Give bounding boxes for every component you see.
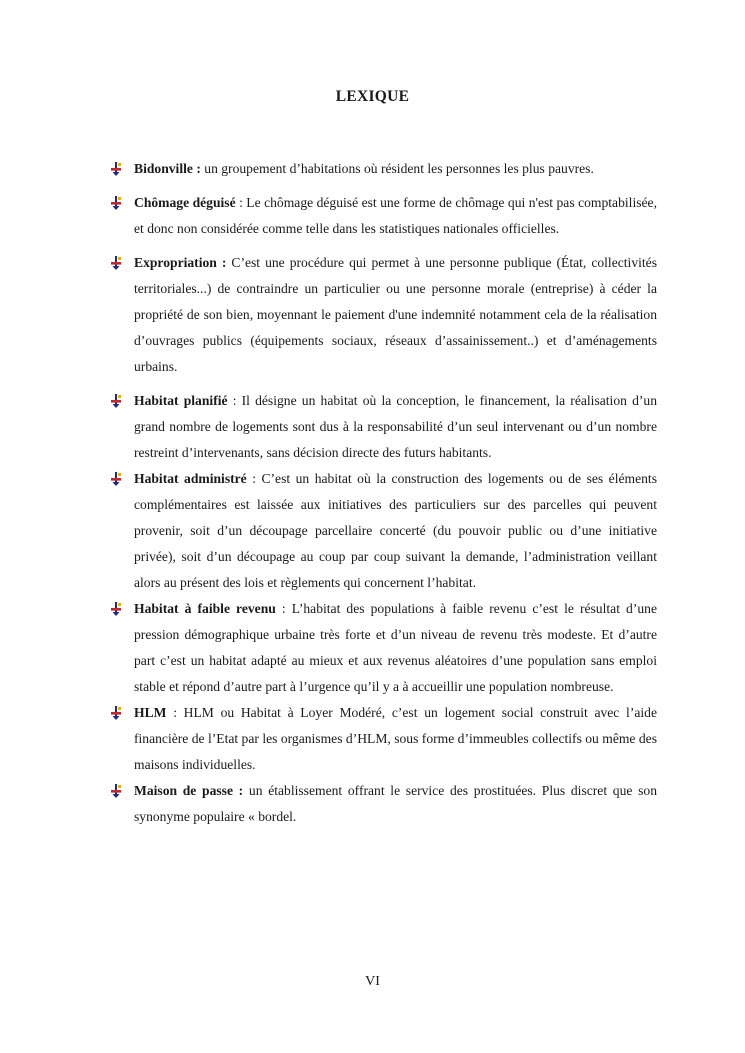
arrow-bullet-icon — [109, 162, 123, 176]
arrow-bullet-icon — [109, 394, 123, 408]
lexicon-definition: : Le chômage déguisé est une forme de chômage qui n'est pas comptabilisée, et donc non considérée comme telle dans les statistiques nationales officielles. — [134, 195, 657, 236]
lexicon-entry-habitat-administre — [109, 466, 657, 596]
lexicon-term: Expropriation : — [134, 255, 227, 270]
lexicon-entry-chomage-deguise — [109, 190, 657, 242]
arrow-bullet-icon — [109, 706, 123, 720]
arrow-bullet-icon — [109, 602, 123, 616]
lexicon-definition: : C’est un habitat où la construction des logements ou de ses éléments complémentaires est laissée aux initiatives des particuliers sur des parcelles qui peuvent provenir, soit d’un découpage parcellaire concerté (du pouvoir public ou d’une initiative privée), soit d’un découpage au coup par coup suivant la demande, l’administration veillant alors au présent des lois et règlements qui concernent l’habitat. — [134, 471, 657, 590]
lexicon-definition: un établissement offrant le service des prostituées. Plus discret que son synonyme populaire « bordel. — [134, 783, 657, 824]
lexicon-term: Chômage déguisé — [134, 195, 236, 210]
arrow-bullet-icon — [109, 472, 123, 486]
lexicon-term: HLM — [134, 705, 167, 720]
lexicon-entry-habitat-planifie — [109, 388, 657, 466]
lexicon-definition: C’est une procédure qui permet à une personne publique (État, collectivités territoriales...) de contraindre un particulier ou une personne morale (entreprise) à céder la propriété de son bien, moyennant le paiement d'une indemnité notamment cela de la réalisation d’ouvrages publics (équipements sociaux, réseaux d’assainissement..) et d’aménagements urbains. — [134, 255, 658, 374]
lexicon-term: Habitat à faible revenu — [134, 601, 276, 616]
lexicon-entry-maison-de-passe — [109, 778, 657, 830]
lexicon-definition: un groupement d’habitations où résident les personnes les plus pauvres. — [204, 161, 594, 176]
lexicon-term: Habitat administré — [134, 471, 247, 486]
lexicon-definition: : HLM ou Habitat à Loyer Modéré, c’est un logement social construit avec l’aide financière de l’Etat par les organismes d’HLM, sous forme d’immeubles collectifs ou même des maisons individuelles. — [134, 705, 657, 772]
lexicon-entry-habitat-faible-revenu — [109, 596, 657, 700]
lexicon-term: Maison de passe : — [134, 783, 244, 798]
lexicon-entry-bidonville — [109, 156, 657, 182]
arrow-bullet-icon — [109, 256, 123, 270]
lexicon-term: Habitat planifié — [134, 393, 228, 408]
lexicon-list — [109, 156, 657, 830]
page-title: LEXIQUE — [335, 88, 410, 105]
lexicon-entry-hlm — [109, 700, 657, 778]
lexicon-definition: : Il désigne un habitat où la conception, le financement, la réalisation d’un grand nombre de logements sont dus à la responsabilité d’un seul intervenant ou d’un nombre restreint d’intervenants, sans décision directe des futurs habitants. — [134, 393, 657, 460]
page-number: VI — [365, 974, 380, 989]
lexicon-term: Bidonville : — [134, 161, 201, 176]
lexicon-entry-expropriation — [109, 250, 657, 380]
arrow-bullet-icon — [109, 784, 123, 798]
lexicon-definition: : L’habitat des populations à faible revenu c’est le résultat d’une pression démographique urbaine très forte et d’un niveau de revenu très modeste. Et d’autre part c’est un habitat adapté au mieux et aux revenus aléatoires d’une population sans emploi stable et répond d’autre part à l’urgence qu’il y a à accueillir une population nombreuse. — [134, 601, 657, 694]
arrow-bullet-icon — [109, 196, 123, 210]
